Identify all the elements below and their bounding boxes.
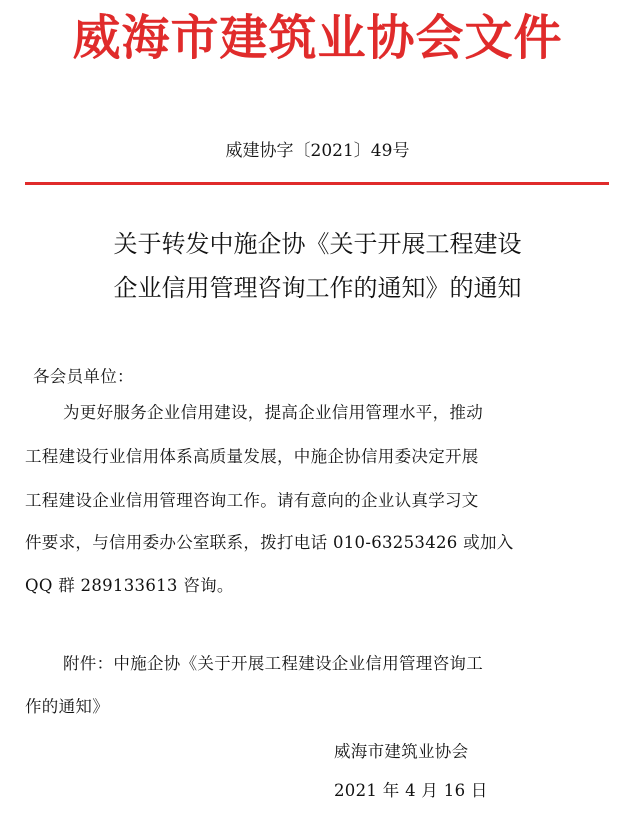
document-number: 威建协字〔2021〕49号 (225, 141, 410, 161)
signature-date: 2021 年 4 月 16 日 (334, 781, 488, 800)
signature-organization: 威海市建筑业协会 (334, 742, 469, 761)
paragraph-line: 工程建设行业信用体系高质量发展，中施企协信用委决定开展 (25, 447, 479, 466)
document-title-line-2: 企业信用管理咨询工作的通知》的通知 (113, 274, 522, 302)
paragraph-line: 工程建设企业信用管理咨询工作。请有意向的企业认真学习文 (25, 491, 479, 510)
paragraph-line: 件要求，与信用委办公室联系，拨打电话 010-63253426 或加入 (25, 533, 514, 552)
attachment-line: 附件：中施企协《关于开展工程建设企业信用管理咨询工 (63, 654, 483, 673)
attachment-line: 作的通知》 (25, 697, 109, 716)
header-divider (25, 182, 609, 185)
paragraph-line: 为更好服务企业信用建设，提高企业信用管理水平，推动 (63, 403, 483, 422)
paragraph-line: QQ 群 289133613 咨询。 (25, 576, 234, 595)
salutation: 各会员单位： (33, 367, 134, 386)
document-header-title: 威海市建筑业协会文件 (72, 10, 563, 66)
document-title-line-1: 关于转发中施企协《关于开展工程建设 (113, 230, 522, 258)
